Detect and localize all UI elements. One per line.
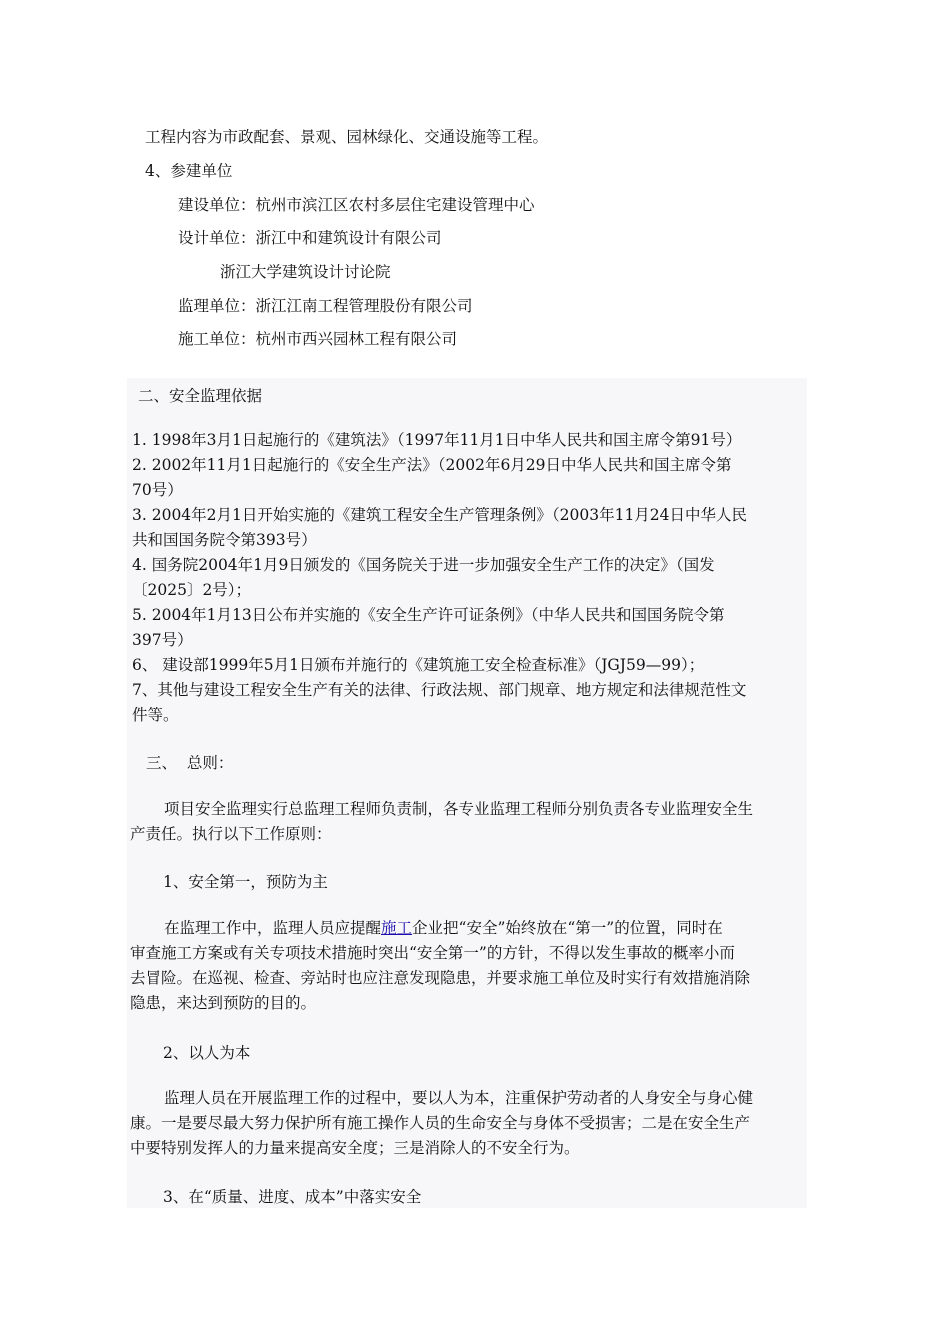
participant-label: 设计单位： (178, 229, 256, 247)
basis-line: 5. 2004年1月13日公布并实施的《安全生产许可证条例》（中华人民共和国国务院令第 (132, 606, 725, 624)
participant-builder (178, 195, 535, 215)
paragraph-line: 康。一是要尽最大努力保护所有施工操作人员的生命安全与身体不受损害；二是在安全生产 (130, 1114, 751, 1132)
basis-item (132, 678, 807, 728)
basis-line: 7、其他与建设工程安全生产有关的法律、行政法规、部门规章、地方规定和法律规范性文 (132, 681, 747, 699)
scope-line: 工程内容为市政配套、景观、园林绿化、交通设施等工程。 (145, 128, 549, 146)
text-span: 企业把“安全”始终放在“第一”的位置，同时在 (412, 919, 723, 937)
basis-list (132, 428, 807, 728)
principle-1-heading: 1、安全第一，预防为主 (163, 873, 328, 891)
participant-label: 监理单位： (178, 297, 256, 315)
basis-line: 1. 1998年3月1日起施行的《建筑法》（1997年11月1日中华人民共和国主席令第91号） (132, 431, 742, 449)
principle-1-body (130, 916, 805, 1016)
basis-item (132, 603, 807, 653)
paragraph-line: 监理人员在开展监理工作的过程中，要以人为本，注重保护劳动者的人身安全与身心健 (164, 1089, 754, 1107)
general-intro (130, 797, 805, 847)
participants-heading: 4、参建单位 (145, 162, 233, 180)
paragraph-line: 隐患，来达到预防的目的。 (130, 994, 317, 1012)
basis-line: 397号） (132, 631, 193, 649)
paragraph-line: 产责任。执行以下工作原则： (130, 825, 332, 843)
participant-label: 建设单位： (178, 196, 256, 214)
participant-value: 浙江中和建筑设计有限公司 (255, 229, 442, 247)
participant-designer (178, 228, 442, 248)
basis-item (132, 553, 807, 603)
participant-value: 杭州市西兴园林工程有限公司 (255, 330, 458, 348)
basis-line: 3. 2004年2月1日开始实施的《建筑工程安全生产管理条例》（2003年11月24日中华人民 (132, 506, 748, 524)
paragraph-line: 审查施工方案或有关专项技术措施时突出“安全第一”的方针，不得以发生事故的概率小而 (130, 944, 735, 962)
participant-value: 浙江大学建筑设计讨论院 (220, 263, 391, 281)
basis-line: 2. 2002年11月1日起施行的《安全生产法》（2002年6月29日中华人民共和国主席令第 (132, 456, 732, 474)
basis-line: 〔2025〕2号）； (132, 581, 252, 599)
construction-link[interactable]: 施工 (381, 919, 413, 937)
participant-value: 杭州市滨江区农村多层住宅建设管理中心 (255, 196, 535, 214)
section2-heading: 二、安全监理依据 (138, 387, 263, 405)
participant-value: 浙江江南工程管理股份有限公司 (255, 297, 473, 315)
basis-line: 70号） (132, 481, 183, 499)
participant-supervisor (178, 296, 473, 316)
text-span: 在监理工作中，监理人员应提醒 (164, 919, 382, 937)
basis-line: 4. 国务院2004年1月9日颁发的《国务院关于进一步加强安全生产工作的决定》（国发 (132, 556, 715, 574)
principle-2-body (130, 1086, 805, 1161)
paragraph-line (130, 916, 805, 941)
basis-item (132, 453, 807, 503)
participant-contractor (178, 329, 457, 349)
principle-3-heading: 3、在“质量、进度、成本”中落实安全 (163, 1188, 422, 1206)
basis-item (132, 653, 807, 678)
basis-line: 共和国国务院令第393号） (132, 531, 317, 549)
paragraph-line: 去冒险。在巡视、检查、旁站时也应注意发现隐患，并要求施工单位及时实行有效措施消除 (130, 969, 751, 987)
paragraph-line: 项目安全监理实行总监理工程师负责制，各专业监理工程师分别负责各专业监理安全生 (164, 800, 754, 818)
basis-line: 件等。 (132, 706, 179, 724)
basis-item (132, 503, 807, 553)
participant-designer-2 (220, 262, 391, 282)
paragraph-line: 中要特别发挥人的力量来提高安全度；三是消除人的不安全行为。 (130, 1139, 580, 1157)
basis-item (132, 428, 807, 453)
basis-line: 6、 建设部1999年5月1日颁布并施行的《建筑施工安全检查标准》（JGJ59—99）； (132, 656, 705, 674)
participant-label: 施工单位： (178, 330, 256, 348)
principle-2-heading: 2、以人为本 (163, 1044, 251, 1062)
section3-heading: 三、 总则： (146, 754, 234, 772)
